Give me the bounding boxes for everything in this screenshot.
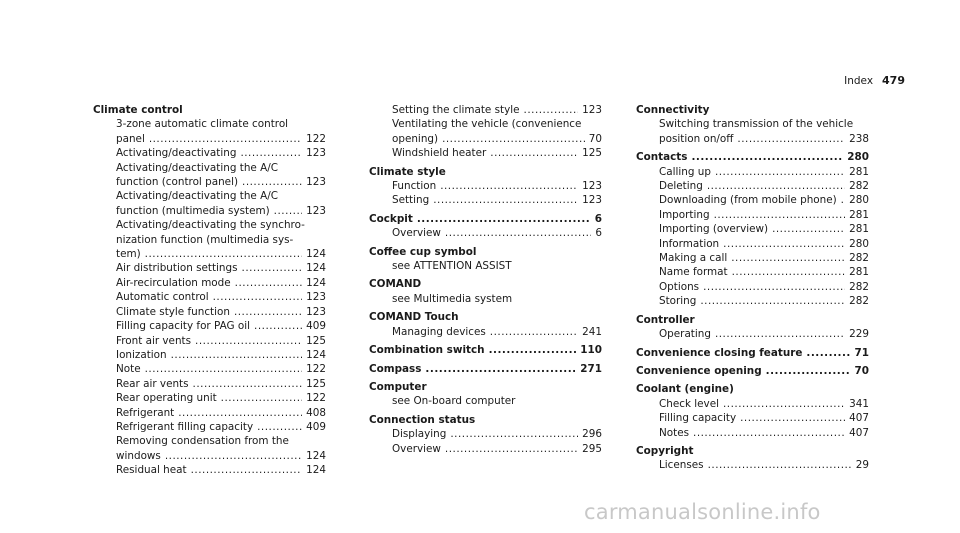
subentry-text: nization function (multimedia sys-: [116, 233, 294, 246]
index-subentry: [369, 427, 602, 441]
page-ref[interactable]: 280: [849, 237, 869, 250]
dot-leader: [442, 132, 585, 146]
index-subentry: [93, 161, 326, 175]
page-ref[interactable]: 29: [855, 459, 869, 472]
subentry-text: function (control panel): [116, 176, 239, 189]
page-ref[interactable]: 71: [854, 346, 869, 359]
subentry-text: Information: [659, 237, 720, 250]
index-entry: [636, 382, 869, 440]
dot-leader: [691, 150, 843, 164]
index-heading: [369, 212, 602, 226]
subentry-text: Automatic control: [116, 291, 209, 304]
index-subentry: [636, 397, 869, 411]
index-entry: [636, 364, 869, 378]
dot-leader: [715, 327, 845, 341]
index-subentry: [636, 237, 869, 251]
page-ref[interactable]: 124: [306, 262, 326, 275]
index-subentry: [93, 276, 326, 290]
index-subentry: [636, 251, 869, 265]
index-column-3: [636, 103, 869, 477]
index-subentry: [93, 305, 326, 319]
subentry-text: Switching transmission of the vehicle: [659, 118, 854, 131]
dot-leader: [490, 146, 578, 160]
index-entry: [636, 150, 869, 308]
index-subentry: [93, 362, 326, 376]
index-heading: [369, 362, 602, 376]
page-ref[interactable]: 122: [306, 392, 326, 405]
dot-leader: [417, 212, 591, 226]
index-entry: [636, 444, 869, 473]
dot-leader: [723, 237, 845, 251]
index-heading: [369, 245, 602, 259]
dot-leader: [191, 463, 303, 477]
index-subentry: [636, 132, 869, 146]
index-heading: [636, 444, 869, 458]
subentry-text: Refrigerant: [116, 406, 175, 419]
page-ref[interactable]: 70: [588, 132, 602, 145]
page-header: [844, 74, 905, 87]
index-heading: [369, 380, 602, 394]
heading-text: Convenience closing feature: [636, 346, 803, 359]
index-subentry: [93, 391, 326, 405]
index-heading: [369, 277, 602, 291]
dot-leader: [490, 325, 578, 339]
index-subentry: [636, 165, 869, 179]
subentry-text: Removing condensation from the: [116, 435, 289, 448]
index-subentry: [93, 175, 326, 189]
dot-leader: [221, 391, 303, 405]
subentry-text: Climate style function: [116, 305, 230, 318]
subentry-text: Rear operating unit: [116, 392, 217, 405]
heading-text: Coffee cup symbol: [369, 245, 477, 258]
subentry-text: Setting the climate style: [392, 104, 520, 116]
heading-text: Connectivity: [636, 104, 710, 116]
dot-leader: [772, 222, 845, 236]
index-subentry: [93, 406, 326, 420]
dot-leader: [723, 397, 845, 411]
dot-leader: [524, 103, 579, 117]
index-subentry: [93, 146, 326, 160]
dot-leader: [707, 179, 845, 193]
subentry-text: see Multimedia system: [392, 292, 513, 305]
heading-text: Contacts: [636, 151, 688, 164]
subentry-text: Operating: [659, 328, 711, 341]
page-ref[interactable]: 123: [306, 291, 326, 304]
dot-leader: [240, 146, 302, 160]
page-ref[interactable]: 229: [849, 328, 869, 341]
dot-leader: [693, 426, 845, 440]
index-subentry: [93, 434, 326, 448]
subentry-text: Filling capacity: [659, 412, 737, 425]
dot-leader: [715, 165, 845, 179]
index-subentry: [93, 218, 326, 232]
index-entry: [93, 103, 326, 478]
dot-leader: [171, 348, 303, 362]
page-ref[interactable]: 70: [854, 364, 869, 377]
index-column-2: [369, 103, 602, 460]
page-ref[interactable]: 281: [849, 208, 869, 221]
subentry-text: Notes: [659, 426, 690, 439]
heading-text: Climate control: [93, 104, 183, 116]
index-subentry: [93, 420, 326, 434]
heading-text: Compass: [369, 362, 422, 375]
heading-text: Coolant (engine): [636, 383, 734, 396]
index-subentry: [93, 449, 326, 463]
subentry-text: opening): [392, 132, 439, 145]
index-subentry: [369, 103, 602, 117]
page-ref[interactable]: 282: [849, 295, 869, 308]
index-subentry: [636, 327, 869, 341]
index-subentry: [636, 458, 869, 472]
index-subentry: [93, 377, 326, 391]
page-ref[interactable]: 124: [306, 464, 326, 477]
index-subentry: [93, 261, 326, 275]
index-entry: [369, 277, 602, 306]
index-subentry: [369, 394, 602, 408]
heading-text: Computer: [369, 380, 427, 393]
page-ref[interactable]: 124: [306, 276, 326, 289]
dot-leader: [234, 305, 302, 319]
page-ref[interactable]: 280: [847, 151, 869, 164]
index-heading: [369, 413, 602, 427]
dot-leader: [732, 265, 846, 279]
index-subentry: [369, 325, 602, 339]
page-ref[interactable]: 123: [306, 147, 326, 160]
dot-leader: [445, 226, 591, 240]
index-entry: [369, 103, 602, 161]
index-subentry: [369, 117, 602, 131]
dot-leader: [708, 458, 852, 472]
page-ref[interactable]: 281: [849, 165, 869, 178]
dot-leader: [274, 204, 303, 218]
index-subentry: [93, 463, 326, 477]
subentry-text: Overview: [392, 227, 441, 240]
dot-leader: [806, 346, 850, 360]
page-ref[interactable]: 6: [595, 227, 602, 240]
index-subentry: [369, 193, 602, 207]
subentry-text: windows: [116, 449, 161, 462]
subentry-text: Air distribution settings: [116, 262, 238, 275]
subentry-text: Activating/deactivating the synchro-: [116, 219, 305, 232]
index-subentry: [93, 233, 326, 247]
subentry-text: Front air vents: [116, 334, 192, 347]
index-heading: [369, 343, 602, 357]
page-number: 479: [882, 74, 905, 87]
page-ref[interactable]: 123: [306, 176, 326, 189]
page-ref[interactable]: 125: [306, 334, 326, 347]
index-subentry: [369, 132, 602, 146]
dot-leader: [235, 276, 303, 290]
page-ref[interactable]: 124: [306, 348, 326, 361]
subentry-text: Ventilating the vehicle (convenience: [392, 118, 582, 131]
page-ref[interactable]: 407: [849, 426, 869, 439]
index-subentry: [93, 132, 326, 146]
subentry-text: Overview: [392, 442, 441, 455]
dot-leader: [440, 179, 578, 193]
index-subentry: [636, 265, 869, 279]
dot-leader: [450, 427, 578, 441]
dot-leader: [242, 261, 303, 275]
subentry-text: Air-recirculation mode: [116, 276, 231, 289]
index-entry: [369, 413, 602, 456]
index-entry: [369, 310, 602, 339]
subentry-text: Function: [392, 180, 437, 193]
page-ref[interactable]: 241: [582, 325, 602, 338]
heading-text: Convenience opening: [636, 364, 762, 377]
index-subentry: [369, 259, 602, 273]
index-entry: [636, 103, 869, 146]
index-entry: [369, 212, 602, 241]
subentry-text: Licenses: [659, 459, 704, 472]
subentry-text: Importing (overview): [659, 223, 769, 236]
index-entry: [636, 313, 869, 342]
index-subentry: [369, 146, 602, 160]
heading-text: COMAND: [369, 278, 422, 291]
watermark: carmanualsonline.info: [584, 500, 821, 524]
page-ref[interactable]: 282: [849, 252, 869, 265]
index-subentry: [636, 117, 869, 131]
dot-leader: [703, 280, 845, 294]
dot-leader: [178, 406, 302, 420]
subentry-text: Deleting: [659, 180, 703, 193]
subentry-text: Managing devices: [392, 325, 486, 338]
index-heading: [636, 150, 869, 164]
index-subentry: [369, 226, 602, 240]
subentry-text: 3-zone automatic climate control: [116, 118, 289, 131]
heading-text: Climate style: [369, 165, 446, 178]
dot-leader: [254, 319, 302, 333]
page-ref[interactable]: 123: [306, 305, 326, 318]
index-subentry: [369, 292, 602, 306]
subentry-text: Activating/deactivating: [116, 147, 237, 160]
dot-leader: [700, 294, 845, 308]
dot-leader: [242, 175, 302, 189]
page-ref[interactable]: 110: [580, 344, 602, 357]
subentry-text: panel: [116, 132, 145, 145]
page-ref[interactable]: 409: [306, 320, 326, 333]
dot-leader: [433, 193, 578, 207]
page-ref[interactable]: 124: [306, 449, 326, 462]
index-subentry: [93, 204, 326, 218]
dot-leader: [195, 334, 302, 348]
index-subentry: [93, 334, 326, 348]
page-ref[interactable]: 123: [306, 204, 326, 217]
subentry-text: Activating/deactivating the A/C: [116, 161, 278, 174]
page-ref[interactable]: 124: [306, 248, 326, 261]
subentry-text: function (multimedia system): [116, 204, 270, 217]
index-entry: [369, 165, 602, 208]
index-subentry: [636, 222, 869, 236]
index-entry: [369, 343, 602, 357]
page-ref[interactable]: 341: [849, 397, 869, 410]
dot-leader: [213, 290, 303, 304]
subentry-text: Options: [659, 280, 700, 293]
index-entry: [369, 362, 602, 376]
dot-leader: [489, 343, 577, 357]
page-ref[interactable]: 282: [849, 280, 869, 293]
subentry-text: Check level: [659, 397, 719, 410]
subentry-text: see On-board computer: [392, 395, 516, 408]
dot-leader: [740, 411, 845, 425]
page-ref[interactable]: 122: [306, 132, 326, 145]
index-subentry: [93, 290, 326, 304]
dot-leader: [165, 449, 302, 463]
index-heading: [636, 364, 869, 378]
index-subentry: [636, 426, 869, 440]
dot-leader: [841, 193, 845, 207]
index-subentry: [636, 280, 869, 294]
page-ref[interactable]: 123: [582, 194, 602, 207]
subentry-text: Filling capacity for PAG oil: [116, 320, 251, 333]
index-heading: [636, 346, 869, 360]
subentry-text: Ionization: [116, 348, 167, 361]
dot-leader: [766, 364, 851, 378]
subentry-text: Calling up: [659, 165, 711, 178]
dot-leader: [445, 442, 578, 456]
dot-leader: [145, 247, 303, 261]
page-ref[interactable]: 280: [849, 194, 869, 207]
heading-text: COMAND Touch: [369, 311, 459, 324]
index-heading: [369, 310, 602, 324]
index-subentry: [369, 179, 602, 193]
page-ref[interactable]: 125: [306, 377, 326, 390]
heading-text: Copyright: [636, 444, 694, 457]
index-heading: [369, 165, 602, 179]
page-ref[interactable]: 296: [582, 428, 602, 441]
index-entry: [369, 245, 602, 274]
dot-leader: [145, 362, 303, 376]
dot-leader: [257, 420, 302, 434]
index-entry: [636, 346, 869, 360]
page-ref[interactable]: 407: [849, 412, 869, 425]
index-heading: [636, 103, 869, 117]
subentry-text: Downloading (from mobile phone): [659, 194, 837, 207]
index-heading: [636, 382, 869, 396]
heading-text: Controller: [636, 313, 695, 326]
page-ref[interactable]: 408: [306, 406, 326, 419]
subentry-text: tem): [116, 248, 141, 261]
dot-leader: [731, 251, 845, 265]
index-heading: [93, 103, 326, 117]
index-subentry: [93, 189, 326, 203]
index-entry: [369, 380, 602, 409]
dot-leader: [737, 132, 845, 146]
page-ref[interactable]: 282: [849, 180, 869, 193]
index-subentry: [636, 179, 869, 193]
subentry-text: Displaying: [392, 428, 447, 441]
subentry-text: position on/off: [659, 132, 734, 145]
index-column-1: [93, 103, 326, 482]
subentry-text: Residual heat: [116, 464, 187, 477]
page-ref[interactable]: 281: [849, 223, 869, 236]
index-subentry: [636, 208, 869, 222]
page-ref[interactable]: 125: [582, 147, 602, 160]
page-ref[interactable]: 238: [849, 132, 869, 145]
subentry-text: Importing: [659, 208, 710, 221]
subentry-text: Rear air vents: [116, 377, 189, 390]
heading-text: Combination switch: [369, 344, 485, 357]
section-title: Index: [844, 75, 874, 87]
dot-leader: [193, 377, 303, 391]
subentry-text: Storing: [659, 295, 697, 308]
page-ref[interactable]: 409: [306, 420, 326, 433]
index-subentry: [369, 442, 602, 456]
subentry-text: Note: [116, 363, 141, 376]
subentry-text: Windshield heater: [392, 147, 487, 160]
index-subentry: [636, 193, 869, 207]
index-heading: [636, 313, 869, 327]
heading-text: Connection status: [369, 413, 476, 426]
page-ref[interactable]: 295: [582, 442, 602, 455]
heading-text: Cockpit: [369, 212, 413, 225]
index-subentry: [93, 117, 326, 131]
index-subentry: [636, 294, 869, 308]
index-subentry: [636, 411, 869, 425]
dot-leader: [149, 132, 302, 146]
subentry-text: Making a call: [659, 252, 728, 265]
page-ref[interactable]: 281: [849, 266, 869, 279]
subentry-text: see ATTENTION ASSIST: [392, 260, 512, 273]
subentry-text: Name format: [659, 266, 728, 279]
index-subentry: [93, 247, 326, 261]
subentry-text: Activating/deactivating the A/C: [116, 190, 278, 203]
dot-leader: [425, 362, 576, 376]
index-subentry: [93, 348, 326, 362]
index-subentry: [93, 319, 326, 333]
subentry-text: Setting: [392, 194, 430, 207]
subentry-text: Refrigerant filling capacity: [116, 420, 254, 433]
page-ref[interactable]: 123: [582, 180, 602, 193]
page-ref[interactable]: 123: [582, 104, 602, 116]
page-ref[interactable]: 122: [306, 363, 326, 376]
dot-leader: [714, 208, 846, 222]
page-ref[interactable]: 271: [580, 362, 602, 375]
page-ref[interactable]: 6: [594, 212, 602, 225]
